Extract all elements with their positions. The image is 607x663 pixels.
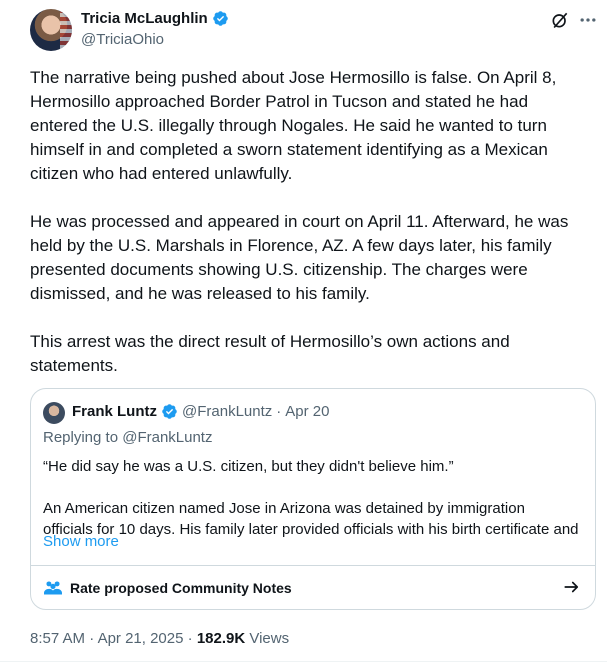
quoted-text-line: An American citizen named Jose in Arizona was detained by immigration [43, 500, 525, 517]
arrow-right-icon[interactable] [563, 578, 581, 596]
quoted-separator: · [276, 403, 282, 420]
quoted-text-line: officials for 10 days. His family later provided officials with his birth certificate and [43, 521, 579, 538]
quoted-header [72, 403, 329, 420]
divider [0, 661, 607, 662]
verified-badge-icon [212, 10, 229, 27]
community-notes-icon [43, 579, 63, 597]
quoted-replying-to: Replying to @FrankLuntz [43, 429, 213, 446]
views-label: Views [249, 630, 290, 647]
tweet-paragraph: He was processed and appeared in court on April 11. Afterward, he was held by the U.S. Marshals in Florence, AZ. A few days later, his family presented documents showing U.S. citizenship. The charges were dismissed, and he was released to his family. [30, 212, 569, 303]
quoted-text-line [43, 477, 583, 498]
quoted-author-name[interactable]: Frank Luntz [72, 403, 157, 420]
tweet-paragraph: The narrative being pushed about Jose Hermosillo is false. On April 8, Hermosillo approached Border Patrol in Tucson and stated he had entered the U.S. illegally through Nogales. He said he wanted to turn himself in and completed a sworn statement identifying as a Mexican citizen who had entered unlawfully. [30, 68, 557, 183]
views-count[interactable]: 182.9K [196, 630, 246, 647]
quoted-author-avatar[interactable] [43, 402, 65, 424]
author-avatar[interactable] [30, 9, 72, 51]
quoted-date[interactable]: Apr 20 [285, 403, 330, 420]
tweet-paragraph: This arrest was the direct result of Hermosillo’s own actions and statements. [30, 332, 510, 375]
quoted-text-line: “He did say he was a U.S. citizen, but they didn't believe him.” [43, 458, 454, 475]
author-handle[interactable]: @TriciaOhio [81, 31, 165, 48]
footer-separator: · [187, 630, 193, 647]
verified-badge-icon [161, 403, 178, 420]
community-notes-label: Rate proposed Community Notes [70, 580, 292, 596]
author-name-row [81, 10, 229, 27]
tweet-text [30, 66, 575, 402]
grok-icon[interactable] [550, 10, 570, 30]
community-notes-bar[interactable] [31, 565, 595, 610]
tweet-time[interactable]: 8:57 AM [30, 630, 86, 647]
more-icon[interactable] [577, 10, 599, 30]
tweet-footer [30, 630, 289, 647]
quoted-author-handle[interactable]: @FrankLuntz [182, 403, 273, 420]
tweet-date[interactable]: Apr 21, 2025 [97, 630, 184, 647]
quoted-tweet[interactable] [30, 388, 596, 610]
author-name[interactable]: Tricia McLaughlin [81, 10, 208, 27]
footer-separator: · [89, 630, 95, 647]
show-more-link[interactable]: Show more [43, 533, 119, 550]
quoted-text [43, 456, 583, 540]
